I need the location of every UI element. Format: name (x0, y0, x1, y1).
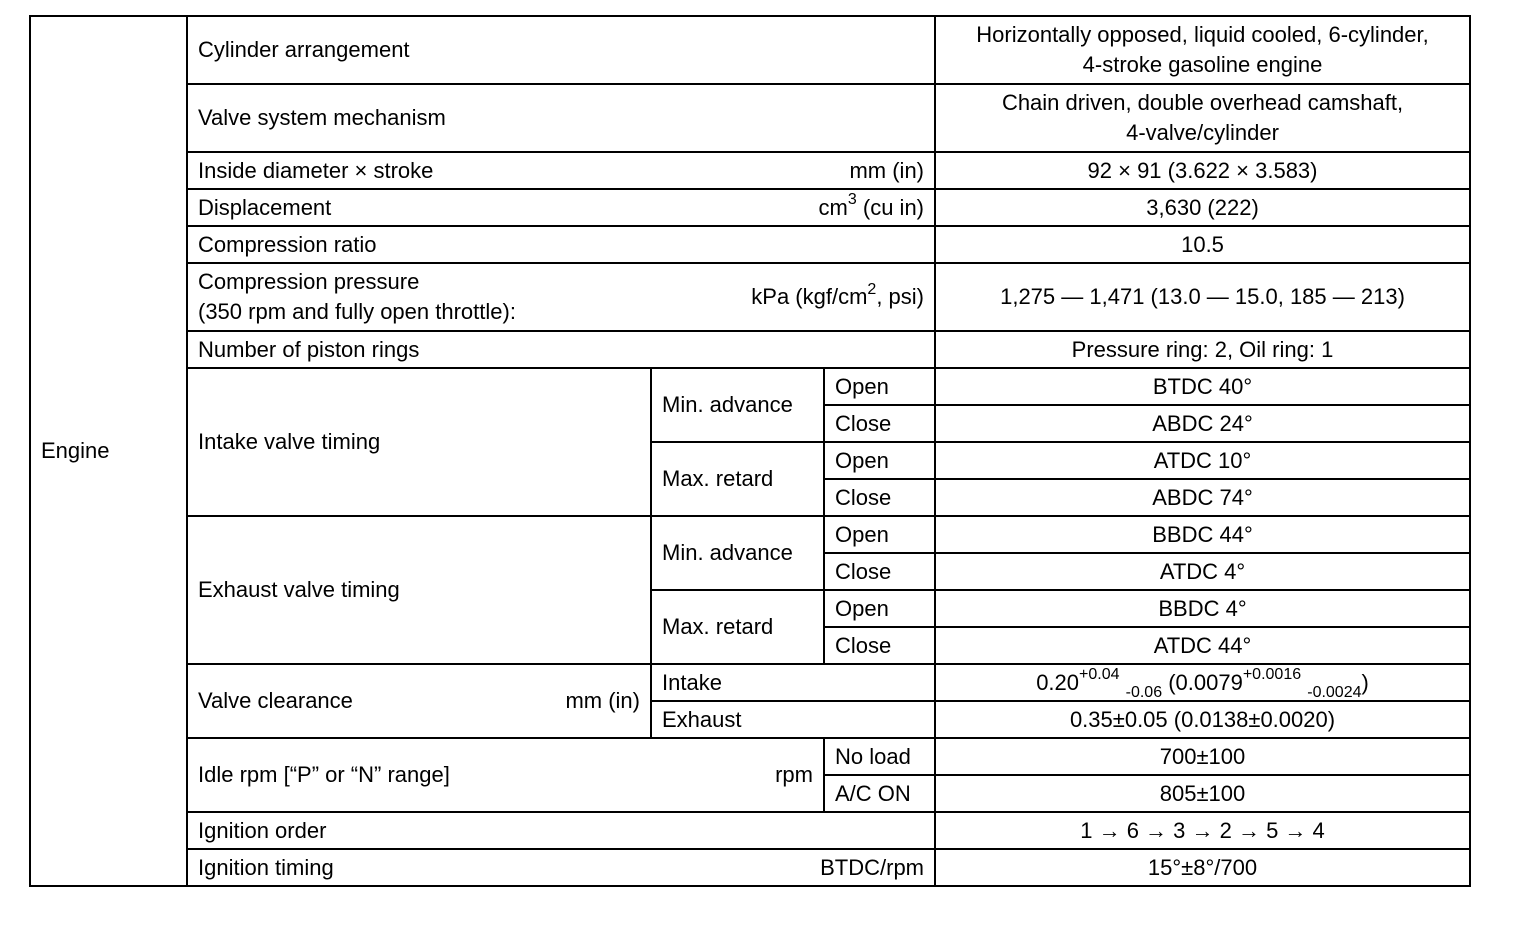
displacement-value: 3,630 (222) (935, 189, 1470, 226)
compression-pressure-label: Compression pressure (350 rpm and fully open throttle): (198, 269, 516, 324)
idle-rpm-unit: rpm (775, 762, 813, 787)
ignition-timing-unit: BTDC/rpm (820, 854, 925, 880)
intake-min-open-label: Open (824, 368, 935, 405)
exhaust-max-close-label: Close (824, 627, 935, 664)
exhaust-max-close-value: ATDC 44° (935, 627, 1470, 664)
table-row (30, 84, 1470, 152)
displacement-unit: $cm^3$ (cu in) (818, 191, 925, 220)
bore-stroke-unit: mm (in) (849, 157, 925, 183)
ignition-order-value: 1 → 6 → 3 → 2 → 5 → 4 (935, 812, 1470, 849)
compression-pressure-unit: kPa ($kgf/cm^2$, psi) (751, 280, 925, 309)
valve-clearance-intake-value: $0.20^{+0.04}$ $_{-0.06}$ ($0.0079^{+0.0016}$ $_{-0.0024}$) (935, 664, 1470, 701)
table-row (30, 189, 1470, 226)
intake-min-close-value: ABDC 24° (935, 405, 1470, 442)
valve-clearance-intake-label: Intake (651, 664, 935, 701)
idle-ac-on-label: A/C ON (824, 775, 935, 812)
compression-ratio-label: Compression ratio (187, 226, 935, 263)
valve-system-value: Chain driven, double overhead camshaft, 4-valve/cylinder (935, 84, 1470, 152)
table-row (30, 226, 1470, 263)
exhaust-min-close-label: Close (824, 553, 935, 590)
bore-stroke-value: 92 × 91 (3.622 × 3.583) (935, 152, 1470, 189)
displacement-cell (187, 189, 935, 226)
intake-min-open-value: BTDC 40° (935, 368, 1470, 405)
table-row (30, 368, 1470, 405)
intake-min-advance-label: Min. advance (651, 368, 824, 442)
intake-min-close-label: Close (824, 405, 935, 442)
valve-clearance-cell (187, 664, 651, 738)
table-row (30, 849, 1470, 886)
table-row (30, 812, 1470, 849)
intake-max-retard-label: Max. retard (651, 442, 824, 516)
ignition-timing-label: Ignition timing (198, 854, 334, 880)
exhaust-max-open-label: Open (824, 590, 935, 627)
intake-max-open-label: Open (824, 442, 935, 479)
intake-max-close-label: Close (824, 479, 935, 516)
idle-no-load-value: 700±100 (935, 738, 1470, 775)
table-row (30, 152, 1470, 189)
cylinder-arrangement-label: Cylinder arrangement (187, 16, 935, 84)
valve-clearance-unit: mm (in) (565, 688, 640, 713)
exhaust-min-open-label: Open (824, 516, 935, 553)
valve-clearance-exhaust-value: 0.35±0.05 (0.0138±0.0020) (935, 701, 1470, 738)
piston-rings-value: Pressure ring: 2, Oil ring: 1 (935, 331, 1470, 368)
compression-pressure-value: 1,275 — 1,471 (13.0 — 15.0, 185 — 213) (935, 263, 1470, 331)
idle-rpm-label: Idle rpm [“P” or “N” range] (198, 762, 450, 787)
exhaust-timing-label: Exhaust valve timing (187, 516, 651, 664)
table-row (30, 263, 1470, 331)
intake-timing-label: Intake valve timing (187, 368, 651, 516)
idle-no-load-label: No load (824, 738, 935, 775)
exhaust-max-retard-label: Max. retard (651, 590, 824, 664)
table-row (30, 16, 1470, 84)
ignition-timing-value: 15°±8°/700 (935, 849, 1470, 886)
ignition-order-label: Ignition order (187, 812, 935, 849)
exhaust-max-open-value: BBDC 4° (935, 590, 1470, 627)
valve-system-label: Valve system mechanism (187, 84, 935, 152)
intake-max-close-value: ABDC 74° (935, 479, 1470, 516)
engine-spec-table (29, 15, 1471, 887)
compression-ratio-value: 10.5 (935, 226, 1470, 263)
exhaust-min-close-value: ATDC 4° (935, 553, 1470, 590)
engine-group-label: Engine (30, 16, 187, 886)
exhaust-min-open-value: BBDC 44° (935, 516, 1470, 553)
exhaust-min-advance-label: Min. advance (651, 516, 824, 590)
table-row (30, 738, 1470, 775)
intake-max-open-value: ATDC 10° (935, 442, 1470, 479)
table-row (30, 664, 1470, 701)
valve-clearance-exhaust-label: Exhaust (651, 701, 935, 738)
table-row (30, 331, 1470, 368)
bore-stroke-label: Inside diameter × stroke (198, 157, 434, 183)
ignition-timing-cell (187, 849, 935, 886)
displacement-label: Displacement (198, 194, 332, 220)
piston-rings-label: Number of piston rings (187, 331, 935, 368)
valve-clearance-label: Valve clearance (198, 688, 353, 713)
idle-ac-on-value: 805±100 (935, 775, 1470, 812)
table-row (30, 516, 1470, 553)
cylinder-arrangement-value: Horizontally opposed, liquid cooled, 6-cylinder, 4-stroke gasoline engine (935, 16, 1470, 84)
compression-pressure-cell (187, 263, 935, 331)
idle-rpm-cell (187, 738, 824, 812)
bore-stroke-cell (187, 152, 935, 189)
